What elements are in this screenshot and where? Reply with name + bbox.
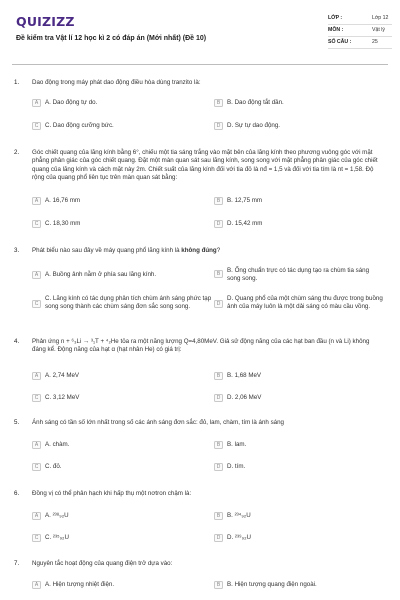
option-letter: D (214, 300, 223, 308)
option-letter: C (32, 534, 41, 542)
question-number: 1. (14, 79, 20, 86)
option-c[interactable] (32, 220, 192, 228)
question-text (32, 247, 384, 255)
option-text: B. 12,75 mm (227, 197, 263, 204)
option-letter: A (32, 372, 41, 380)
option-a[interactable] (32, 99, 192, 107)
option-letter: D (214, 463, 223, 471)
option-letter: D (214, 534, 223, 542)
question-number: 6. (14, 490, 20, 497)
option-d[interactable] (214, 534, 374, 542)
option-letter: A (32, 581, 41, 589)
question-text-emphasis: không đúng (181, 247, 217, 254)
question-text: Đồng vị có thể phân hạch khi hấp thụ một nơtron chậm là: (32, 490, 192, 497)
quizizz-logo: QUIZIZZ (16, 14, 75, 29)
question-5 (14, 419, 386, 479)
option-letter: B (214, 441, 223, 449)
option-d[interactable] (214, 220, 374, 228)
option-a[interactable] (32, 197, 192, 205)
option-text: C. ²³⁵₉₂U (45, 534, 69, 541)
option-text: C. 3,12 MeV (45, 394, 80, 401)
meta-value: 25 (372, 38, 378, 45)
worksheet-header (12, 10, 388, 56)
option-b[interactable] (214, 512, 374, 520)
option-b[interactable] (214, 441, 374, 449)
option-letter: A (32, 99, 41, 107)
option-text: C. đỏ. (45, 463, 62, 470)
option-b[interactable] (214, 372, 374, 380)
question-number: 2. (14, 149, 20, 156)
meta-table (328, 13, 392, 49)
option-text: D. 2,06 MeV (227, 394, 262, 401)
option-a[interactable] (32, 512, 192, 520)
option-letter: B (214, 99, 223, 107)
option-text: C. Dao động cưỡng bức. (45, 122, 114, 129)
option-a[interactable] (32, 441, 192, 449)
meta-row-count (328, 37, 392, 49)
option-letter: B (214, 197, 223, 205)
option-text: A. Dao động tự do. (45, 99, 98, 106)
meta-key: LỚP : (328, 14, 343, 21)
option-letter: A (32, 512, 41, 520)
question-number: 7. (14, 560, 20, 567)
option-b[interactable] (214, 197, 374, 205)
question-7 (14, 560, 386, 598)
option-text: A. chàm. (45, 441, 70, 448)
option-text: A. Buồng ảnh nằm ở phía sau lăng kính. (45, 271, 157, 278)
option-d[interactable] (214, 295, 384, 312)
option-text: D. 15,42 mm (227, 220, 263, 227)
option-d[interactable] (214, 394, 374, 402)
option-text: D. tím. (227, 463, 246, 470)
option-letter: A (32, 197, 41, 205)
question-1 (14, 79, 386, 139)
option-a[interactable] (32, 271, 202, 279)
option-a[interactable] (32, 372, 192, 380)
option-letter: A (32, 271, 41, 279)
option-b[interactable] (214, 99, 374, 107)
question-text: Góc chiết quang của lăng kính bằng 6°, chiếu một tia sáng trắng vào mặt bên của lăng kính theo phương vuông góc với mặt phẳng phân giác của góc chiết quang. Đặt một màn quan sát sau lăng kính, song song với mặt phẳng phân giác của góc chiết quang của lăng kính và cách mặt này 2m. Chiết suất của lăng kính đối với tia đỏ là nđ = 1,5 và đối với tia tím là nt = 1,58. Độ rộng của quang phổ liên tục trên màn quan sát bằng: (32, 149, 378, 182)
option-c[interactable] (32, 534, 192, 542)
meta-row-subject (328, 25, 392, 37)
option-d[interactable] (214, 122, 374, 130)
option-text: B. 1,68 MeV (227, 372, 262, 379)
option-letter: B (214, 581, 223, 589)
option-letter: D (214, 394, 223, 402)
question-text: Ánh sáng có tần số lớn nhất trong số các ánh sáng đơn sắc: đỏ, lam, chàm, tím là ánh sáng (32, 419, 284, 426)
meta-key: MÔN : (328, 26, 344, 33)
meta-value: Vật lý (372, 26, 385, 33)
option-letter: C (32, 394, 41, 402)
worksheet-title: Đề kiểm tra Vật lí 12 học kì 2 có đáp án (Mới nhất) (Đề 10) (16, 35, 207, 42)
option-text: D. Sự tự dao động. (227, 122, 281, 129)
question-3 (14, 247, 386, 337)
option-letter: B (214, 372, 223, 380)
question-text-main: Phát biểu nào sau đây về máy quang phổ lăng kính là (32, 247, 182, 254)
meta-row-class (328, 13, 392, 25)
question-6 (14, 490, 386, 552)
option-text: A. 16,76 mm (45, 197, 81, 204)
option-letter: C (32, 463, 41, 471)
option-text: A. ²³⁸₉₂U (45, 512, 69, 519)
option-letter: C (32, 220, 41, 228)
question-text-end: ? (216, 247, 221, 254)
question-text: Phản ứng n + ⁶₃Li → ³₁T + ⁴₂He tỏa ra một năng lượng Q=4,80MeV. Giả sử động năng của các hạt ban đầu (n và Li) không đáng kể. Động năng của hạt α (hạt nhân He) có giá trị: (32, 338, 370, 354)
option-text: B. lam. (227, 441, 247, 448)
option-a[interactable] (32, 581, 192, 589)
option-b[interactable] (214, 267, 384, 284)
question-4 (14, 338, 386, 410)
option-text: A. 2,74 MeV (45, 372, 80, 379)
question-number: 3. (14, 247, 20, 254)
option-letter: D (214, 220, 223, 228)
option-text: B. ²³⁴₉₂U (227, 512, 251, 519)
header-divider (12, 64, 388, 65)
question-text: Nguyên tắc hoạt động của quang điện trở dựa vào: (32, 560, 173, 567)
meta-value: Lớp 12 (372, 14, 389, 21)
option-letter: B (214, 512, 223, 520)
option-c[interactable] (32, 122, 192, 130)
question-2 (14, 149, 386, 239)
option-letter: D (214, 122, 223, 130)
option-c[interactable] (32, 394, 192, 402)
option-text: B. Dao động tắt dần. (227, 99, 284, 106)
option-text: C. Lăng kính có tác dụng phân tích chùm ánh sáng phức tạp song song thành các chùm sáng đơn sắc song song. (45, 295, 212, 311)
option-letter: C (32, 300, 41, 308)
option-text: A. Hiện tượng nhiệt điện. (45, 581, 115, 588)
option-text: B. Hiện tượng quang điện ngoài. (227, 581, 317, 588)
option-letter: B (214, 270, 223, 278)
meta-key: SỐ CÂU : (328, 38, 352, 45)
option-c[interactable] (32, 463, 192, 471)
question-text: Dao động trong máy phát dao động điều hòa dùng tranzito là: (32, 79, 201, 86)
question-number: 4. (14, 338, 20, 345)
option-text: B. Ống chuẩn trực có tác dụng tạo ra chùm tia sáng song song. (227, 267, 370, 283)
option-d[interactable] (214, 463, 374, 471)
option-text: D. Quang phổ của một chùm sáng thu được trong buồng ảnh của máy luôn là một dải sáng có màu cầu vồng. (227, 295, 383, 311)
question-number: 5. (14, 419, 20, 426)
option-c[interactable] (32, 295, 212, 312)
option-b[interactable] (214, 581, 374, 589)
option-letter: C (32, 122, 41, 130)
option-text: D. ²³⁹₉₂U (227, 534, 252, 541)
option-letter: A (32, 441, 41, 449)
option-text: C. 18,30 mm (45, 220, 81, 227)
